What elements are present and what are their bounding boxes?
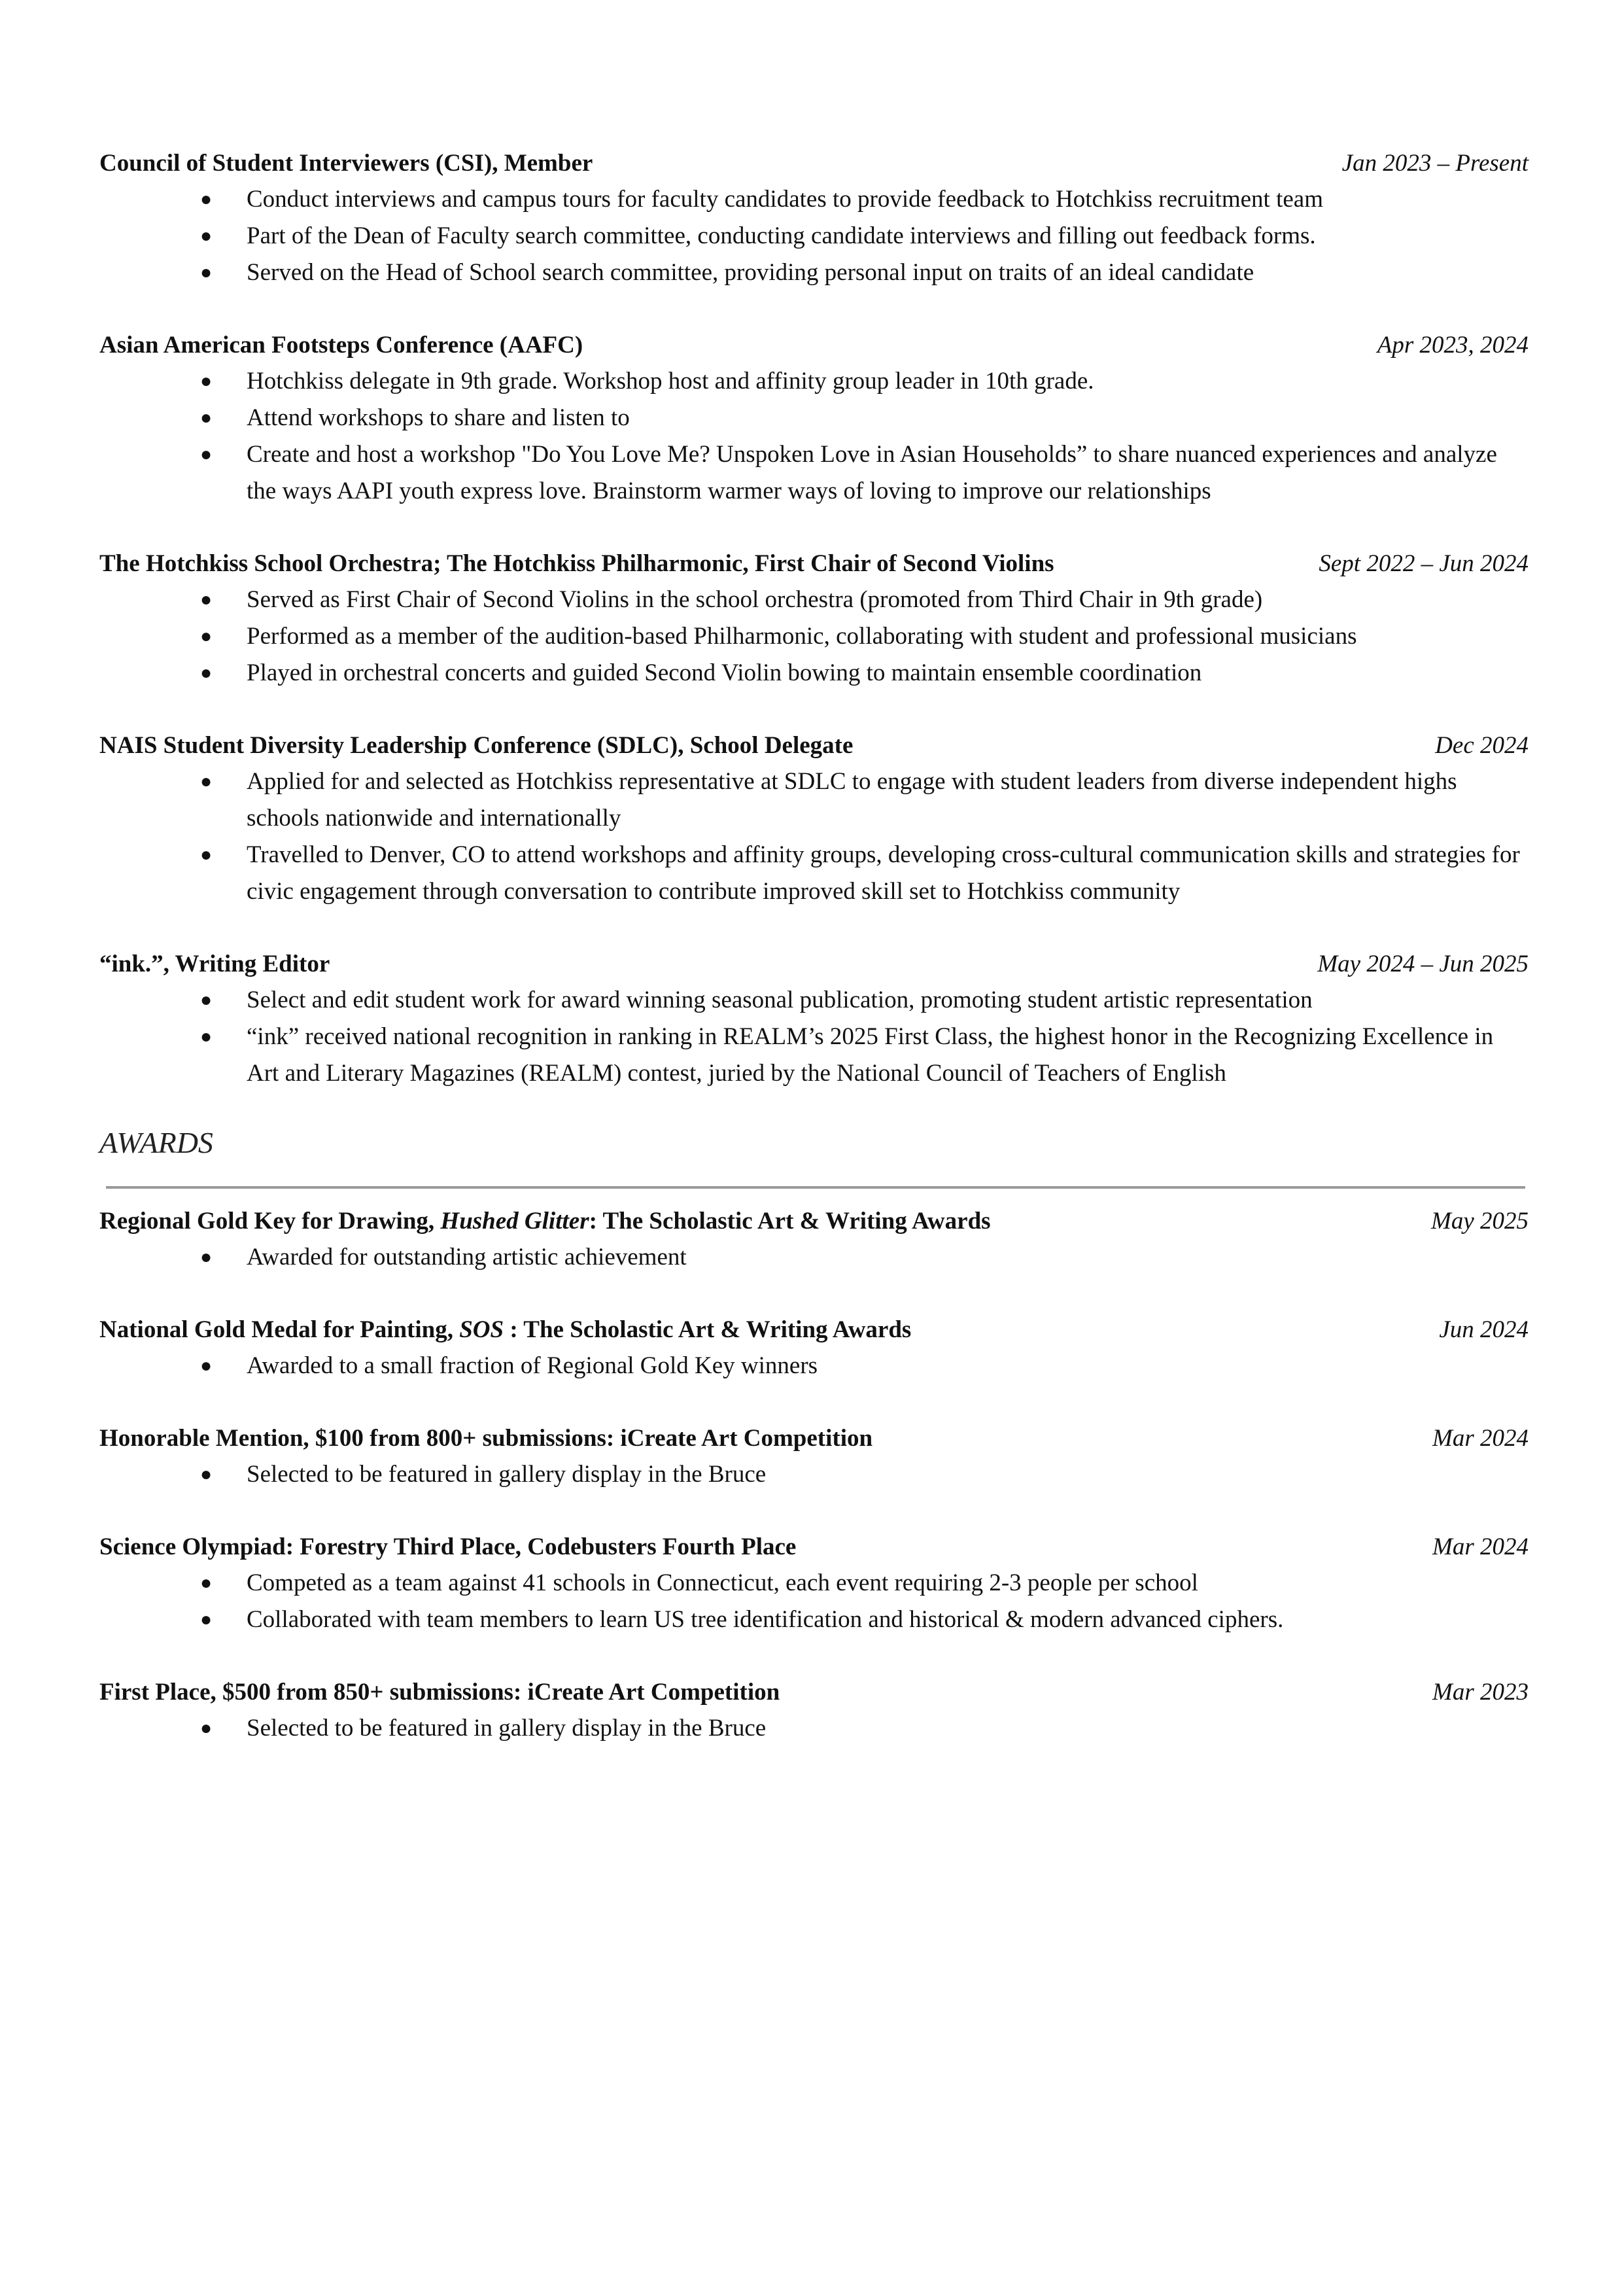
section-divider [106, 1186, 1525, 1189]
entry-title: Asian American Footsteps Conference (AAFC) [99, 332, 583, 359]
bullet-item [200, 400, 1529, 436]
bullet-list [99, 1565, 1529, 1638]
bullet-item [200, 1348, 1529, 1384]
bullet-icon: ● [200, 589, 213, 610]
award-title-suffix: : The Scholastic Art & Writing Awards [589, 1208, 991, 1235]
bullet-icon: ● [200, 444, 213, 465]
bullet-list [99, 763, 1529, 910]
award-work-title: SOS [459, 1316, 504, 1343]
bullet-text: Hotchkiss delegate in 9th grade. Workshop host and affinity group leader in 10th grade. [247, 368, 1094, 394]
entry-title: The Hotchkiss School Orchestra; The Hotchkiss Philharmonic, First Chair of Second Violins [99, 550, 1054, 577]
activity-entry [99, 946, 1529, 1092]
bullet-list [99, 1239, 1529, 1276]
bullet-item [200, 982, 1529, 1019]
bullet-item [200, 1602, 1529, 1638]
entry-date: May 2025 [1431, 1208, 1529, 1235]
entry-title: “ink.”, Writing Editor [99, 951, 330, 977]
entry-date: May 2024 – Jun 2025 [1317, 951, 1529, 977]
entry-header [99, 727, 1529, 763]
bullet-list [99, 582, 1529, 692]
bullet-item [200, 837, 1529, 910]
award-title-text: First Place, $500 from 850+ submissions: iCreate Art Competition [99, 1679, 780, 1706]
award-entry [99, 1674, 1529, 1747]
bullet-text: Performed as a member of the audition-based Philharmonic, collaborating with student and professional musicians [247, 623, 1357, 650]
bullet-icon: ● [200, 1609, 213, 1630]
bullet-item [200, 1710, 1529, 1747]
award-entry [99, 1312, 1529, 1384]
bullet-icon: ● [200, 1026, 213, 1047]
entry-header [99, 1674, 1529, 1710]
award-title-text: National Gold Medal for Painting, [99, 1316, 460, 1343]
bullet-text: Awarded for outstanding artistic achievement [247, 1244, 687, 1270]
bullet-text: Applied for and selected as Hotchkiss representative at SDLC to engage with student leaders from diverse independent highs schools nationwide and internationally [247, 768, 1457, 832]
entry-title [99, 1203, 991, 1239]
bullet-icon: ● [200, 407, 213, 429]
bullet-text: Create and host a workshop "Do You Love Me? Unspoken Love in Asian Households” to share nuanced experiences and analyze the ways AAPI youth express love. Brainstorm warmer ways of loving to improve our relationships [247, 441, 1497, 504]
entry-header [99, 1312, 1529, 1348]
bullet-icon: ● [200, 1572, 213, 1594]
bullet-list [99, 1348, 1529, 1384]
bullet-icon: ● [200, 188, 213, 210]
entry-date: Mar 2023 [1432, 1679, 1529, 1706]
bullet-text: Awarded to a small fraction of Regional Gold Key winners [247, 1352, 818, 1379]
bullet-item [200, 1565, 1529, 1602]
bullet-icon: ● [200, 662, 213, 684]
bullet-text: Part of the Dean of Faculty search committee, conducting candidate interviews and filling out feedback forms. [247, 222, 1316, 249]
bullet-item [200, 436, 1529, 510]
bullet-text: Selected to be featured in gallery display in the Bruce [247, 1715, 767, 1742]
bullet-item [200, 181, 1529, 218]
bullet-icon: ● [200, 1717, 213, 1739]
award-title-text: Regional Gold Key for Drawing, [99, 1208, 441, 1235]
award-entry [99, 1420, 1529, 1493]
bullet-icon: ● [200, 1246, 213, 1268]
award-work-title: Hushed Glitter [440, 1208, 589, 1235]
bullet-icon: ● [200, 370, 213, 392]
bullet-item [200, 1019, 1529, 1092]
resume-page [99, 145, 1529, 1747]
bullet-list [99, 181, 1529, 291]
entry-header [99, 546, 1529, 582]
bullet-list [99, 363, 1529, 510]
bullet-list [99, 1456, 1529, 1493]
bullet-icon: ● [200, 771, 213, 792]
activity-entry [99, 327, 1529, 510]
bullet-icon: ● [200, 989, 213, 1011]
awards-section-heading: AWARDS [99, 1126, 213, 1159]
bullet-item [200, 763, 1529, 837]
bullet-item [200, 218, 1529, 254]
bullet-item [200, 1456, 1529, 1493]
bullet-item [200, 655, 1529, 692]
bullet-icon: ● [200, 262, 213, 283]
entry-header [99, 1420, 1529, 1456]
bullet-text: Collaborated with team members to learn US tree identification and historical & modern advanced ciphers. [247, 1606, 1284, 1633]
entry-date: Jan 2023 – Present [1341, 150, 1529, 177]
entry-header [99, 1203, 1529, 1239]
bullet-text: Competed as a team against 41 schools in Connecticut, each event requiring 2-3 people per school [247, 1569, 1198, 1596]
bullet-item [200, 618, 1529, 655]
bullet-list [99, 1710, 1529, 1747]
bullet-icon: ● [200, 1463, 213, 1485]
bullet-text: Played in orchestral concerts and guided Second Violin bowing to maintain ensemble coordination [247, 659, 1202, 686]
activity-entry [99, 546, 1529, 692]
entry-title [99, 1529, 796, 1565]
award-entry [99, 1529, 1529, 1638]
entry-title [99, 1674, 780, 1710]
bullet-text: Attend workshops to share and listen to [247, 404, 630, 431]
entry-date: Mar 2024 [1432, 1425, 1529, 1452]
entry-date: Apr 2023, 2024 [1377, 332, 1529, 359]
bullet-text: Select and edit student work for award winning seasonal publication, promoting student artistic representation [247, 987, 1313, 1013]
entry-date: Mar 2024 [1432, 1533, 1529, 1560]
entry-title [99, 1312, 911, 1348]
bullet-text: Selected to be featured in gallery display in the Bruce [247, 1461, 767, 1488]
entry-title: NAIS Student Diversity Leadership Conference (SDLC), School Delegate [99, 732, 854, 759]
bullet-text: Served as First Chair of Second Violins in the school orchestra (promoted from Third Chair in 9th grade) [247, 586, 1263, 613]
entry-header [99, 1529, 1529, 1565]
award-title-suffix: : The Scholastic Art & Writing Awards [504, 1316, 912, 1343]
bullet-item [200, 254, 1529, 291]
entry-title [99, 1420, 872, 1456]
activity-entry [99, 727, 1529, 910]
bullet-item [200, 1239, 1529, 1276]
entry-date: Dec 2024 [1435, 732, 1529, 759]
bullet-text: Served on the Head of School search committee, providing personal input on traits of an ideal candidate [247, 259, 1254, 286]
bullet-icon: ● [200, 1355, 213, 1376]
entry-title: Council of Student Interviewers (CSI), Member [99, 150, 593, 177]
bullet-text: “ink” received national recognition in ranking in REALM’s 2025 First Class, the highest honor in the Recognizing Excellence in Art and Literary Magazines (REALM) contest, juried by the National Council of Teachers of English [247, 1023, 1494, 1087]
entry-header [99, 145, 1529, 181]
bullet-icon: ● [200, 225, 213, 247]
award-title-text: Science Olympiad: Forestry Third Place, Codebusters Fourth Place [99, 1533, 797, 1560]
bullet-list [99, 982, 1529, 1092]
entry-date: Sept 2022 – Jun 2024 [1319, 550, 1529, 577]
bullet-text: Travelled to Denver, CO to attend workshops and affinity groups, developing cross-cultural communication skills and strategies for civic engagement through conversation to contribute improved skill set to Hotchkiss community [247, 841, 1520, 905]
activity-entry [99, 145, 1529, 291]
bullet-icon: ● [200, 625, 213, 647]
award-entry [99, 1203, 1529, 1276]
bullet-text: Conduct interviews and campus tours for faculty candidates to provide feedback to Hotchkiss recruitment team [247, 186, 1323, 213]
entry-header [99, 946, 1529, 982]
entry-header [99, 327, 1529, 363]
bullet-item [200, 582, 1529, 618]
bullet-icon: ● [200, 844, 213, 866]
bullet-item [200, 363, 1529, 400]
award-title-text: Honorable Mention, $100 from 800+ submissions: iCreate Art Competition [99, 1425, 873, 1452]
entry-date: Jun 2024 [1439, 1316, 1529, 1343]
